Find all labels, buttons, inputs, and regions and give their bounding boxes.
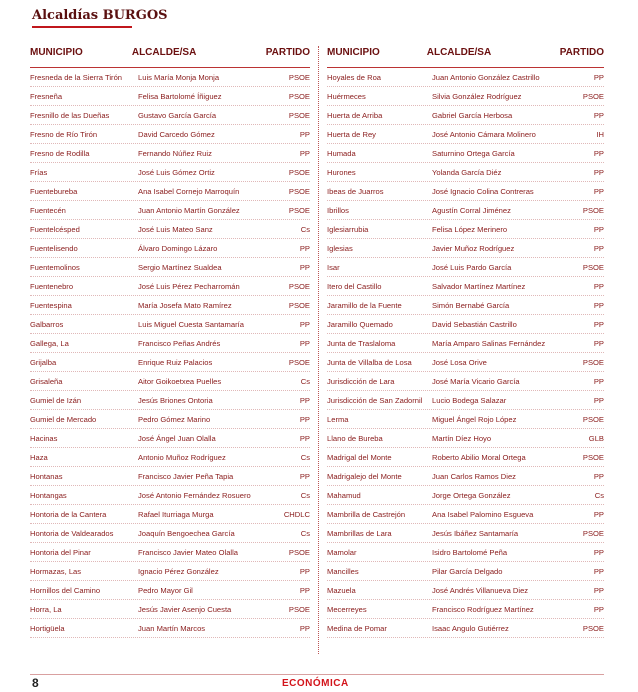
table-row <box>327 562 604 581</box>
cell-alcalde: Ana Isabel Palomino Esgueva <box>432 509 534 519</box>
table-row <box>327 106 604 125</box>
table-row <box>30 524 310 543</box>
left-table <box>30 38 310 638</box>
cell-alcalde: Antonio Muñoz Rodríguez <box>138 452 226 462</box>
cell-municipio: Hontoria de Valdearados <box>30 528 114 538</box>
cell-partido: PSOE <box>288 547 310 557</box>
cell-municipio: Mambrilla de Castrejón <box>327 509 406 519</box>
footer-divider <box>30 674 604 675</box>
cell-municipio: Itero del Castillo <box>327 281 382 291</box>
cell-municipio: Hontanas <box>30 471 63 481</box>
cell-municipio: Fresneda de la Sierra Tirón <box>30 72 123 82</box>
cell-alcalde: José Losa Orive <box>432 357 487 367</box>
table-row <box>327 68 604 87</box>
cell-alcalde: Isaac Angulo Gutiérrez <box>432 623 509 633</box>
cell-partido: Cs <box>300 376 310 386</box>
cell-partido: PSOE <box>288 300 310 310</box>
table-row <box>30 258 310 277</box>
table-row <box>30 106 310 125</box>
table-row <box>327 429 604 448</box>
table-row <box>30 562 310 581</box>
cell-partido: Cs <box>300 528 310 538</box>
cell-municipio: Ibeas de Juarros <box>327 186 384 196</box>
cell-partido: PSOE <box>288 91 310 101</box>
table-row <box>327 353 604 372</box>
cell-alcalde: José Andrés Villanueva Diez <box>432 585 529 595</box>
cell-alcalde: Roberto Abilio Moral Ortega <box>432 452 526 462</box>
cell-partido: PP <box>593 224 604 234</box>
table-row <box>30 201 310 220</box>
table-row <box>30 581 310 600</box>
cell-municipio: Fuentespina <box>30 300 72 310</box>
cell-alcalde: María Josefa Mato Ramírez <box>138 300 232 310</box>
cell-partido: PP <box>593 300 604 310</box>
table-row <box>30 467 310 486</box>
cell-partido: PSOE <box>582 414 604 424</box>
cell-partido: IH <box>596 129 604 139</box>
cell-municipio: Grijalba <box>30 357 57 367</box>
cell-partido: PSOE <box>288 167 310 177</box>
cell-municipio: Hurones <box>327 167 356 177</box>
table-row <box>327 201 604 220</box>
cell-municipio: Gumiel de Izán <box>30 395 82 405</box>
cell-partido: PSOE <box>288 281 310 291</box>
cell-alcalde: Jesús Briones Ontoria <box>138 395 213 405</box>
header-alcalde: ALCALDE/SA <box>426 47 492 58</box>
cell-partido: Cs <box>300 490 310 500</box>
cell-partido: PP <box>593 319 604 329</box>
cell-partido: PSOE <box>582 623 604 633</box>
cell-municipio: Iglesiarrubia <box>327 224 369 234</box>
cell-municipio: Junta de Villalba de Losa <box>327 357 412 367</box>
table-row <box>327 581 604 600</box>
cell-partido: PP <box>299 129 310 139</box>
cell-municipio: Huérmeces <box>327 91 366 101</box>
cell-alcalde: Francisco Peñas Andrés <box>138 338 221 348</box>
cell-alcalde: Sergio Martínez Sualdea <box>138 262 222 272</box>
cell-alcalde: José Luis Mateo Sanz <box>138 224 213 234</box>
brand-logo: ECONÓMICA <box>282 678 349 689</box>
cell-partido: PSOE <box>288 604 310 614</box>
header-municipio: MUNICIPIO <box>327 47 380 58</box>
cell-partido: PP <box>299 395 310 405</box>
cell-partido: PP <box>299 338 310 348</box>
table-row <box>30 486 310 505</box>
cell-partido: PP <box>593 148 604 158</box>
cell-partido: PP <box>299 148 310 158</box>
cell-alcalde: Jesús Javier Asenjo Cuesta <box>138 604 232 614</box>
cell-alcalde: Rafael Iturriaga Murga <box>138 509 214 519</box>
cell-alcalde: Javier Muñoz Rodríguez <box>432 243 515 253</box>
cell-partido: PP <box>299 243 310 253</box>
cell-municipio: Grisaleña <box>30 376 63 386</box>
cell-partido: Cs <box>594 490 604 500</box>
cell-partido: PP <box>593 338 604 348</box>
table-row <box>30 68 310 87</box>
table-row <box>327 467 604 486</box>
cell-alcalde: Francisco Javier Mateo Olalla <box>138 547 239 557</box>
cell-municipio: Humada <box>327 148 356 158</box>
cell-alcalde: Pilar García Delgado <box>432 566 503 576</box>
table-row <box>327 125 604 144</box>
cell-partido: PSOE <box>288 205 310 215</box>
table-row <box>327 239 604 258</box>
cell-alcalde: Fernando Núñez Ruiz <box>138 148 212 158</box>
table-row <box>327 486 604 505</box>
cell-municipio: Hacinas <box>30 433 58 443</box>
cell-alcalde: José Luis Pérez Pecharromán <box>138 281 240 291</box>
page-number: 8 <box>32 676 39 690</box>
table-row <box>30 125 310 144</box>
cell-alcalde: Saturnino Ortega García <box>432 148 515 158</box>
cell-alcalde: Isidro Bartolomé Peña <box>432 547 508 557</box>
table-row <box>30 543 310 562</box>
cell-partido: PP <box>593 376 604 386</box>
cell-partido: PP <box>593 281 604 291</box>
cell-partido: PP <box>593 395 604 405</box>
cell-partido: PP <box>593 243 604 253</box>
cell-municipio: Hontoria de la Cantera <box>30 509 107 519</box>
cell-municipio: Mahamud <box>327 490 361 500</box>
table-row <box>327 372 604 391</box>
table-row <box>30 163 310 182</box>
cell-municipio: Fuentelcésped <box>30 224 80 234</box>
cell-partido: PSOE <box>582 262 604 272</box>
cell-alcalde: David Carcedo Gómez <box>138 129 215 139</box>
cell-municipio: Fresno de Rodilla <box>30 148 90 158</box>
cell-partido: PP <box>593 566 604 576</box>
cell-municipio: Jurisdicción de San Zadornil <box>327 395 423 405</box>
cell-alcalde: Juan Carlos Ramos Diez <box>432 471 516 481</box>
table-row <box>30 296 310 315</box>
cell-alcalde: David Sebastián Castrillo <box>432 319 517 329</box>
cell-municipio: Fuentebureba <box>30 186 78 196</box>
cell-municipio: Madrigal del Monte <box>327 452 392 462</box>
cell-partido: PP <box>299 414 310 424</box>
table-row <box>327 163 604 182</box>
cell-municipio: Hortigüela <box>30 623 65 633</box>
table-row <box>327 220 604 239</box>
table-row <box>30 410 310 429</box>
cell-municipio: Fresno de Río Tirón <box>30 129 98 139</box>
cell-municipio: Huerta de Rey <box>327 129 376 139</box>
cell-municipio: Huerta de Arriba <box>327 110 383 120</box>
cell-partido: PP <box>593 72 604 82</box>
cell-partido: PP <box>299 585 310 595</box>
table-row <box>30 277 310 296</box>
cell-municipio: Madrigalejo del Monte <box>327 471 402 481</box>
cell-municipio: Fuentelisendo <box>30 243 78 253</box>
cell-partido: PP <box>593 585 604 595</box>
cell-alcalde: Simón Bernabé García <box>432 300 510 310</box>
cell-alcalde: Salvador Martínez Martínez <box>432 281 526 291</box>
cell-alcalde: Luis Miguel Cuesta Santamaría <box>138 319 244 329</box>
cell-partido: PP <box>593 471 604 481</box>
cell-alcalde: Silvia González Rodríguez <box>432 91 522 101</box>
cell-alcalde: Jesús Ibáñez Santamaría <box>432 528 519 538</box>
cell-municipio: Jurisdicción de Lara <box>327 376 395 386</box>
cell-municipio: Hoyales de Roa <box>327 72 382 82</box>
cell-partido: PP <box>593 604 604 614</box>
cell-alcalde: Felisa López Merinero <box>432 224 508 234</box>
table-row <box>327 182 604 201</box>
cell-partido: PP <box>299 623 310 633</box>
table-row <box>30 144 310 163</box>
cell-municipio: Jaramillo Quemado <box>327 319 393 329</box>
cell-alcalde: Miguel Ángel Rojo López <box>432 414 517 424</box>
cell-alcalde: Ana Isabel Cornejo Marroquín <box>138 186 240 196</box>
cell-municipio: Llano de Bureba <box>327 433 383 443</box>
cell-municipio: Mancilles <box>327 566 359 576</box>
cell-municipio: Hormazas, Las <box>30 566 82 576</box>
cell-municipio: Iglesias <box>327 243 353 253</box>
cell-municipio: Galbarros <box>30 319 64 329</box>
cell-municipio: Horra, La <box>30 604 62 614</box>
cell-municipio: Fresnillo de las Dueñas <box>30 110 110 120</box>
table-row <box>327 524 604 543</box>
cell-alcalde: José Ángel Juan Olalla <box>138 433 216 443</box>
table-row <box>30 87 310 106</box>
table-row <box>327 505 604 524</box>
cell-alcalde: Francisco Rodríguez Martínez <box>432 604 534 614</box>
cell-alcalde: Agustín Corral Jiménez <box>432 205 511 215</box>
cell-alcalde: Lucio Bodega Salazar <box>432 395 507 405</box>
cell-alcalde: Pedro Gómez Marino <box>138 414 211 424</box>
cell-partido: PP <box>593 167 604 177</box>
table-row <box>30 334 310 353</box>
table-row <box>327 87 604 106</box>
table-row <box>30 372 310 391</box>
cell-municipio: Mazuela <box>327 585 356 595</box>
cell-partido: PP <box>299 319 310 329</box>
cell-partido: PP <box>593 186 604 196</box>
right-table-body <box>327 68 604 638</box>
cell-municipio: Gallega, La <box>30 338 69 348</box>
cell-partido: PP <box>299 433 310 443</box>
header-partido: PARTIDO <box>265 47 310 58</box>
cell-municipio: Hontoria del Pinar <box>30 547 91 557</box>
cell-alcalde: Álvaro Domingo Lázaro <box>138 243 218 253</box>
cell-partido: PP <box>593 110 604 120</box>
cell-alcalde: Francisco Javier Peña Tapia <box>138 471 234 481</box>
table-row <box>30 448 310 467</box>
cell-municipio: Hornillos del Camino <box>30 585 101 595</box>
cell-partido: CHDLC <box>283 509 310 519</box>
table-row <box>30 600 310 619</box>
cell-partido: PSOE <box>288 186 310 196</box>
table-row <box>30 239 310 258</box>
table-row <box>30 353 310 372</box>
cell-municipio: Fuentemolinos <box>30 262 80 272</box>
header-alcalde: ALCALDE/SA <box>131 47 197 58</box>
cell-alcalde: José Antonio Fernández Rosuero <box>138 490 251 500</box>
cell-alcalde: Pedro Mayor Gil <box>138 585 193 595</box>
cell-municipio: Hontangas <box>30 490 67 500</box>
cell-alcalde: Yolanda García Diéz <box>432 167 502 177</box>
cell-municipio: Lerma <box>327 414 349 424</box>
right-table-header <box>327 38 604 68</box>
cell-municipio: Mecerreyes <box>327 604 367 614</box>
cell-alcalde: Gabriel García Herbosa <box>432 110 513 120</box>
table-row <box>327 448 604 467</box>
table-row <box>30 619 310 638</box>
right-table <box>327 38 604 638</box>
cell-partido: PSOE <box>582 91 604 101</box>
cell-alcalde: José Luis Pardo García <box>432 262 512 272</box>
cell-alcalde: José Luis Gómez Ortiz <box>138 167 215 177</box>
table-row <box>327 277 604 296</box>
cell-municipio: Isar <box>327 262 340 272</box>
table-row <box>30 182 310 201</box>
cell-alcalde: Ignacio Pérez González <box>138 566 219 576</box>
table-row <box>327 144 604 163</box>
cell-municipio: Mamolar <box>327 547 357 557</box>
cell-municipio: Medina de Pomar <box>327 623 387 633</box>
cell-partido: PP <box>593 547 604 557</box>
cell-partido: PP <box>299 566 310 576</box>
cell-partido: PSOE <box>582 452 604 462</box>
table-row <box>30 315 310 334</box>
header-partido: PARTIDO <box>559 47 604 58</box>
table-row <box>30 429 310 448</box>
cell-alcalde: Juan Antonio González Castrillo <box>432 72 540 82</box>
table-row <box>327 600 604 619</box>
table-row <box>327 619 604 638</box>
cell-partido: PSOE <box>582 205 604 215</box>
cell-municipio: Mambrillas de Lara <box>327 528 392 538</box>
table-row <box>30 220 310 239</box>
cell-municipio: Ibrillos <box>327 205 349 215</box>
cell-municipio: Fuentenebro <box>30 281 74 291</box>
table-row <box>327 334 604 353</box>
cell-partido: PP <box>299 262 310 272</box>
cell-partido: PP <box>593 509 604 519</box>
page-title: Alcaldías BURGOS <box>32 8 168 23</box>
cell-partido: PP <box>299 471 310 481</box>
cell-alcalde: Joaquín Bengoechea García <box>138 528 235 538</box>
cell-alcalde: María Amparo Salinas Fernández <box>432 338 546 348</box>
table-row <box>327 258 604 277</box>
cell-alcalde: José Ignacio Colina Contreras <box>432 186 534 196</box>
table-row <box>30 505 310 524</box>
cell-partido: PSOE <box>582 357 604 367</box>
cell-alcalde: Felisa Bartolomé Íñiguez <box>138 91 222 101</box>
header-municipio: MUNICIPIO <box>30 47 83 58</box>
cell-partido: Cs <box>300 452 310 462</box>
cell-municipio: Gumiel de Mercado <box>30 414 97 424</box>
column-divider <box>318 46 319 654</box>
table-row <box>327 391 604 410</box>
cell-municipio: Fuentecén <box>30 205 66 215</box>
cell-partido: GLB <box>588 433 604 443</box>
cell-partido: PSOE <box>288 110 310 120</box>
cell-alcalde: Martín Díez Hoyo <box>432 433 492 443</box>
cell-alcalde: Jorge Ortega González <box>432 490 511 500</box>
table-row <box>327 410 604 429</box>
cell-municipio: Fresneña <box>30 91 63 101</box>
cell-municipio: Jaramillo de la Fuente <box>327 300 402 310</box>
cell-alcalde: José Antonio Cámara Molinero <box>432 129 536 139</box>
cell-partido: Cs <box>300 224 310 234</box>
cell-municipio: Frías <box>30 167 48 177</box>
cell-alcalde: Juan Antonio Martín González <box>138 205 240 215</box>
cell-alcalde: Gustavo García García <box>138 110 217 120</box>
cell-municipio: Junta de Traslaloma <box>327 338 396 348</box>
cell-alcalde: José María Vicario García <box>432 376 520 386</box>
cell-alcalde: Juan Martín Marcos <box>138 623 206 633</box>
cell-partido: PSOE <box>288 72 310 82</box>
table-row <box>30 391 310 410</box>
cell-alcalde: Luis María Monja Monja <box>138 72 220 82</box>
left-table-header <box>30 38 310 68</box>
cell-partido: PSOE <box>582 528 604 538</box>
cell-alcalde: Aitor Goikoetxea Puelles <box>138 376 222 386</box>
table-row <box>327 296 604 315</box>
cell-partido: PSOE <box>288 357 310 367</box>
left-table-body <box>30 68 310 638</box>
cell-alcalde: Enrique Ruiz Palacios <box>138 357 213 367</box>
cell-municipio: Haza <box>30 452 48 462</box>
table-row <box>327 543 604 562</box>
title-underline <box>32 26 132 28</box>
table-row <box>327 315 604 334</box>
